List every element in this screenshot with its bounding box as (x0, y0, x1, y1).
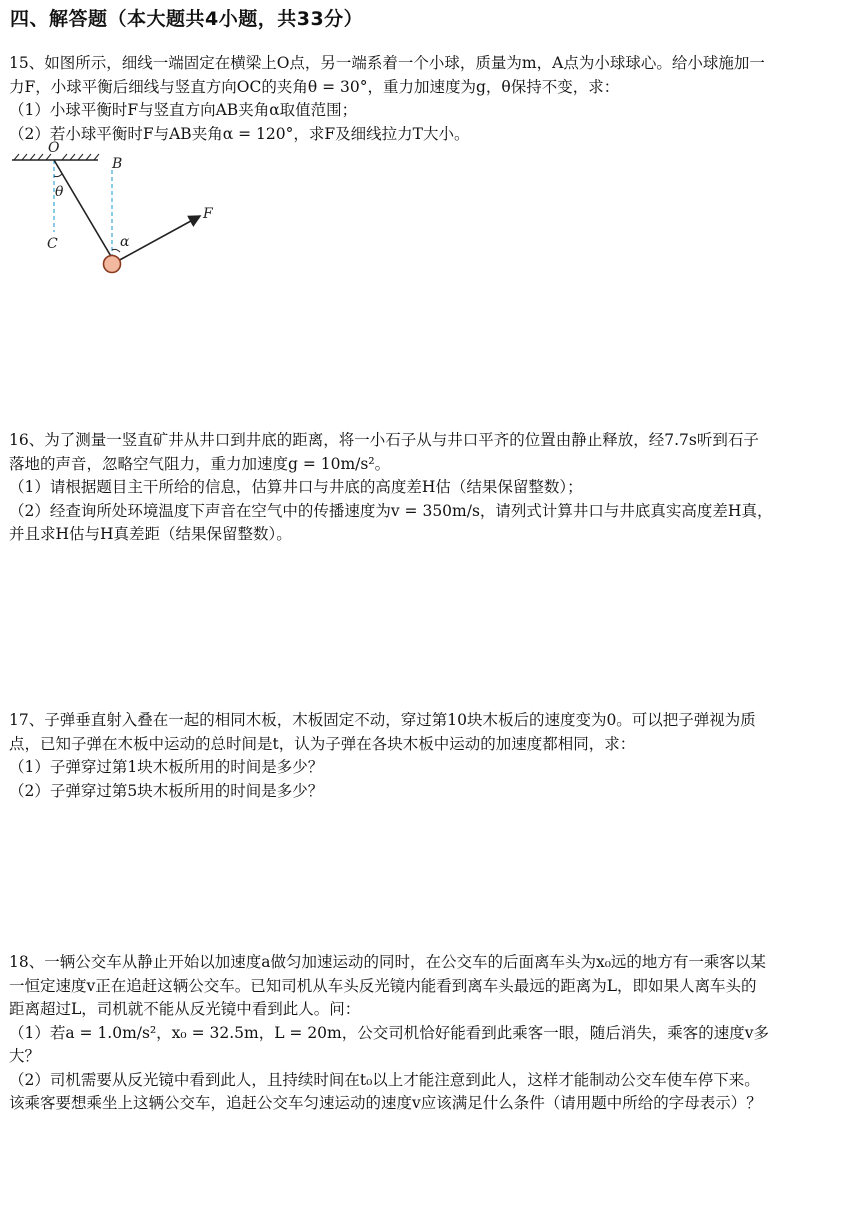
problem-16 (9, 429, 851, 547)
theta-arc (54, 174, 62, 177)
problem-18-line-5: 大？ (9, 1047, 41, 1065)
problem-16-line-5: 并且求H估与H真差距（结果保留整数）。 (9, 525, 292, 543)
pendulum-figure (8, 140, 228, 280)
problem-18-line-4: （1）若a = 1.0m/s²，x₀ = 32.5m，L = 20m，公交司机恰好能看到此乘客一眼，随后消失，乘客的速度v多 (9, 1023, 770, 1042)
label-theta: θ (55, 184, 64, 200)
problem-17 (9, 709, 851, 803)
problem-18-line-2: 一恒定速度v正在追赶这辆公交车。已知司机从车头反光镜内能看到离车头最远的距离为L，即如果人离车头的 (9, 976, 757, 995)
alpha-arc (112, 249, 120, 252)
problem-18-line-6: （2）司机需要从反光镜中看到此人，且持续时间在t₀以上才能注意到此人，这样才能制动公交车使车停下来。 (9, 1070, 760, 1089)
problem-16-line-4: （2）经查询所处环境温度下声音在空气中的传播速度为v = 350m/s，请列式计算井口与井底真实高度差H真， (9, 501, 773, 520)
problem-18 (9, 951, 851, 1116)
problem-15-line-2: 力F，小球平衡后细线与竖直方向OC的夹角θ = 30°，重力加速度为g，θ保持不变，求： (9, 77, 620, 96)
problem-18-line-3: 距离超过L，司机就不能从反光镜中看到此人。问： (9, 1000, 361, 1018)
problem-18-line-1: 18、一辆公交车从静止开始以加速度a做匀加速运动的同时，在公交车的后面离车头为x₀远的地方有一乘客以某 (9, 953, 766, 971)
problem-16-line-3: （1）请根据题目主干所给的信息，估算井口与井底的高度差H估（结果保留整数）； (9, 478, 583, 496)
label-b: B (112, 156, 123, 172)
problem-18-line-7: 该乘客要想乘坐上这辆公交车，追赶公交车匀速运动的速度v应该满足什么条件（请用题中所给的字母表示）？ (9, 1094, 762, 1112)
problem-16-line-1: 16、为了测量一竖直矿井从井口到井底的距离，将一小石子从与井口平齐的位置由静止释放，经7.7s听到石子 (9, 431, 759, 449)
problem-15-line-1: 15、如图所示，细线一端固定在横梁上O点，另一端系着一个小球，质量为m，A点为小球球心。给小球施加一 (9, 54, 765, 72)
problem-17-line-1: 17、子弹垂直射入叠在一起的相同木板，木板固定不动，穿过第10块木板后的速度变为0。可以把子弹视为质 (9, 711, 756, 729)
problem-16-line-2: 落地的声音，忽略空气阻力，重力加速度g = 10m/s²。 (9, 454, 391, 473)
problem-17-line-4: （2）子弹穿过第5块木板所用的时间是多少？ (9, 781, 324, 800)
label-alpha: α (120, 234, 130, 250)
problem-15 (9, 52, 851, 146)
label-f: F (203, 206, 213, 222)
problem-17-line-2: 点，已知子弹在木板中运动的总时间是t，认为子弹在各块木板中运动的加速度都相同，求： (9, 734, 636, 753)
problem-15-line-4: （2）若小球平衡时F与AB夹角α = 120°，求F及细线拉力T大小。 (9, 124, 470, 143)
problem-15-line-3: （1）小球平衡时F与竖直方向AB夹角α取值范围； (9, 101, 358, 119)
label-c: C (47, 236, 58, 252)
string-line (54, 160, 112, 258)
problem-17-line-3: （1）子弹穿过第1块木板所用的时间是多少？ (9, 758, 324, 776)
ball (104, 256, 121, 273)
label-o: O (48, 140, 60, 156)
section-title: 四、解答题（本大题共4小题，共33分） (10, 8, 364, 30)
